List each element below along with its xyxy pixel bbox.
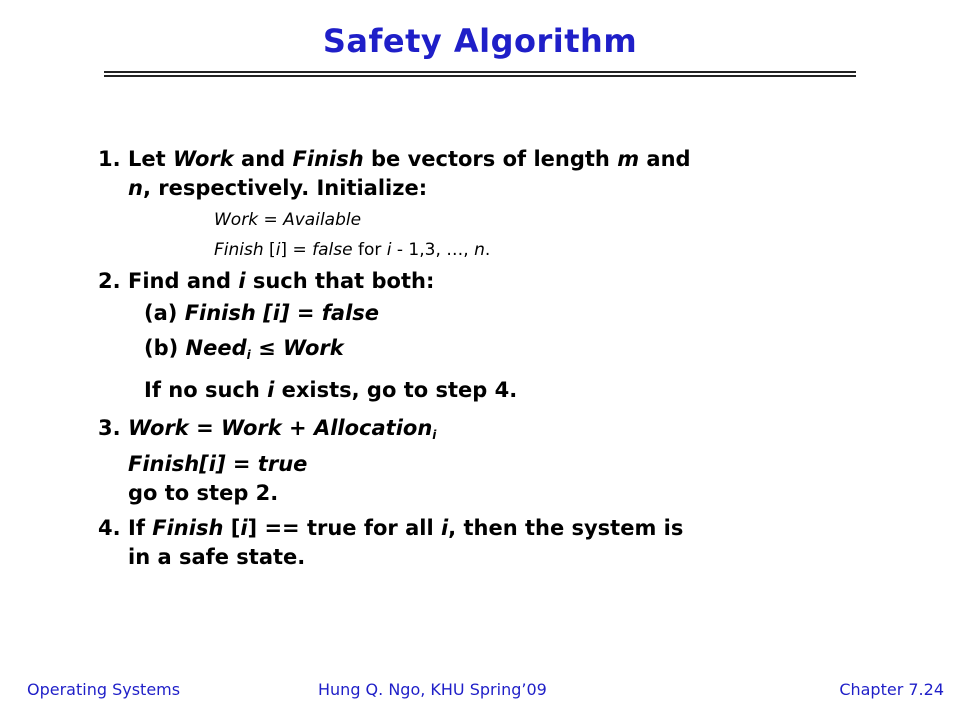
term-finish: Finish	[152, 516, 224, 540]
step-3-number: 3.	[98, 416, 121, 440]
text-segment: and	[639, 147, 691, 171]
condition-b	[144, 331, 798, 373]
text-segment: - 1,3, …,	[391, 240, 475, 260]
text-segment: ] == true for all	[247, 516, 441, 540]
var-i: i	[240, 516, 248, 540]
term-finish: Finish	[292, 147, 364, 171]
subscript-i: i	[246, 348, 251, 362]
text-segment: If no such	[144, 378, 268, 402]
step-2-number: 2.	[98, 269, 121, 293]
step-4-number: 4.	[98, 516, 121, 540]
init-work-line	[214, 209, 798, 231]
condition-label: (b)	[144, 336, 186, 360]
term-work: Work	[282, 336, 344, 360]
title-divider-bottom	[104, 75, 856, 77]
text-segment: +	[281, 416, 314, 440]
no-such-i-line	[144, 373, 798, 408]
term-need: Need	[185, 336, 247, 360]
var-m: m	[617, 147, 640, 171]
step-4-line-2: in a safe state.	[128, 545, 306, 569]
var-n: n	[128, 176, 143, 200]
var-i: i	[267, 378, 275, 402]
subscript-i: i	[432, 428, 437, 442]
text-segment: exists, go to step 4.	[274, 378, 518, 402]
step-4	[98, 514, 798, 572]
text-segment: [	[263, 301, 273, 325]
var-i: i	[386, 240, 392, 260]
text-segment: , then the system is	[448, 516, 684, 540]
text-segment: for	[352, 240, 387, 260]
var-i: i	[440, 516, 449, 540]
var-i: i	[272, 301, 280, 325]
term-available: Available	[283, 210, 362, 230]
term-false: false	[312, 240, 353, 260]
step-1-line-1	[128, 145, 798, 174]
footer-chapter: Chapter 7.24	[839, 680, 944, 699]
term-finish: Finish	[128, 452, 200, 476]
step-4-line-1	[128, 514, 798, 543]
term-work: Work	[172, 147, 234, 171]
step-1-number: 1.	[98, 147, 121, 171]
text-segment: Find and	[128, 269, 239, 293]
text-segment: [	[269, 240, 276, 260]
term-true: true	[257, 452, 308, 476]
term-work: Work	[220, 416, 282, 440]
term-finish: Finish	[214, 240, 270, 260]
step-2	[98, 267, 798, 296]
var-n: n	[474, 240, 485, 260]
text-segment: such that both:	[245, 269, 435, 293]
term-work: Work	[214, 210, 259, 230]
step-2-line-1	[128, 267, 798, 296]
algorithm-content	[98, 145, 798, 572]
title-divider-top	[104, 71, 856, 73]
step-1-line-2	[128, 174, 798, 203]
text-segment: be vectors of length	[363, 147, 618, 171]
text-segment: ] =	[215, 452, 258, 476]
text-segment: Let	[128, 147, 173, 171]
footer-author: Hung Q. Ngo, KHU Spring’09	[318, 680, 547, 699]
condition-a	[144, 296, 798, 331]
var-i: i	[238, 269, 246, 293]
condition-label: (a)	[144, 301, 185, 325]
step-3	[98, 414, 798, 508]
text-segment: , respectively. Initialize:	[142, 176, 428, 200]
text-segment: ≤	[250, 336, 283, 360]
step-3-line-3: go to step 2.	[128, 481, 279, 505]
term-finish: Finish	[184, 301, 264, 325]
slide-title: Safety Algorithm	[322, 22, 638, 60]
step-3-line-2	[128, 450, 798, 479]
step-3-line-1	[128, 414, 798, 450]
footer-course: Operating Systems	[27, 680, 181, 699]
text-segment: [	[223, 516, 241, 540]
text-segment: ] =	[280, 240, 313, 260]
text-segment: If	[128, 516, 153, 540]
term-work: Work	[128, 416, 189, 440]
step-1	[98, 145, 798, 203]
init-finish-line	[214, 239, 798, 261]
text-segment: =	[258, 210, 284, 230]
text-segment: [	[199, 452, 209, 476]
text-segment: =	[188, 416, 221, 440]
var-i: i	[208, 452, 216, 476]
term-allocation: Allocation	[313, 416, 433, 440]
var-i: i	[275, 240, 281, 260]
text-segment: .	[484, 240, 491, 260]
term-false: false	[321, 301, 380, 325]
text-segment: ] =	[279, 301, 322, 325]
text-segment: and	[233, 147, 293, 171]
